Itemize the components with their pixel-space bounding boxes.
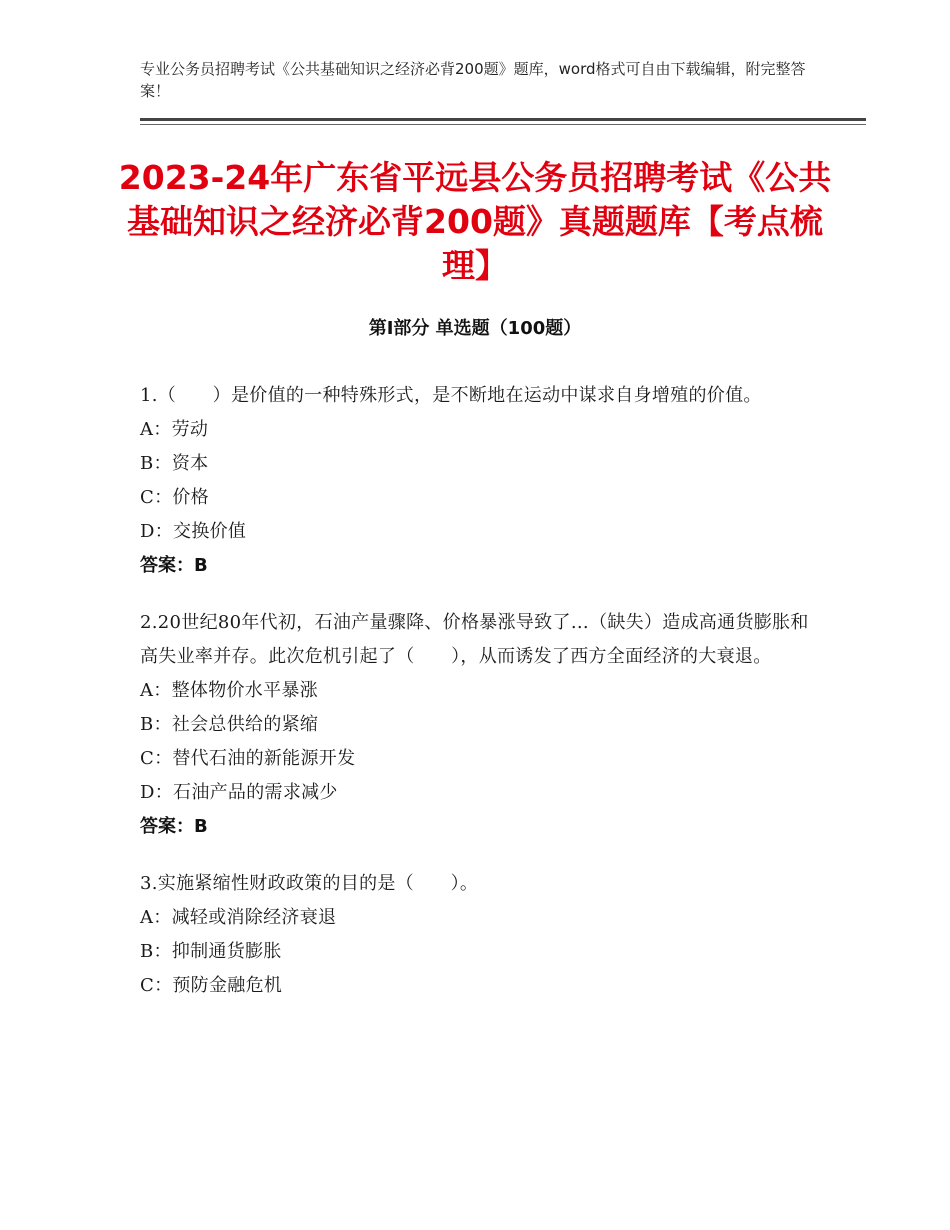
answer-line [140,810,812,844]
question-stem: 1.（ ）是价值的一种特殊形式，是不断地在运动中谋求自身增殖的价值。 [140,385,762,406]
document-title: 2023-24年广东省平远县公务员招聘考试《公共基础知识之经济必背200题》真题题库【考点梳理】 [118,158,832,285]
header-divider-thin [140,124,866,125]
question-3 [140,867,812,1003]
option-c: C：预防金融危机 [140,975,283,996]
option-b: B：社会总供给的紧缩 [140,714,319,735]
section-heading: 第Ⅰ部分 单选题（100题） [368,318,582,339]
option-b: B：资本 [140,453,209,474]
answer-label: 答案： [140,816,194,837]
option-a: A：整体物价水平暴涨 [140,680,318,701]
option-b: B：抑制通货膨胀 [140,941,282,962]
answer-label: 答案： [140,555,194,576]
question-list [140,379,812,1026]
option-c: C：替代石油的新能源开发 [140,748,356,769]
answer-line [140,549,812,583]
question-2 [140,606,812,844]
option-d: D：交换价值 [140,521,247,542]
option-d: D：石油产品的需求减少 [140,782,338,803]
question-stem: 3.实施紧缩性财政政策的目的是（ ）。 [140,873,479,894]
option-a: A：减轻或消除经济衰退 [140,907,337,928]
option-a: A：劳动 [140,419,209,440]
question-1 [140,379,812,583]
answer-value: B [194,816,208,837]
header-divider-thick [140,118,866,121]
question-stem: 2.20世纪80年代初，石油产量骤降、价格暴涨导致了…（缺失）造成高通货膨胀和高失业率并存。此次危机引起了（ ），从而诱发了西方全面经济的大衰退。 [140,612,809,667]
header-note: 专业公务员招聘考试《公共基础知识之经济必背200题》题库，word格式可自由下载编辑，附完整答案！ [140,60,806,100]
answer-value: B [194,555,208,576]
option-c: C：价格 [140,487,209,508]
